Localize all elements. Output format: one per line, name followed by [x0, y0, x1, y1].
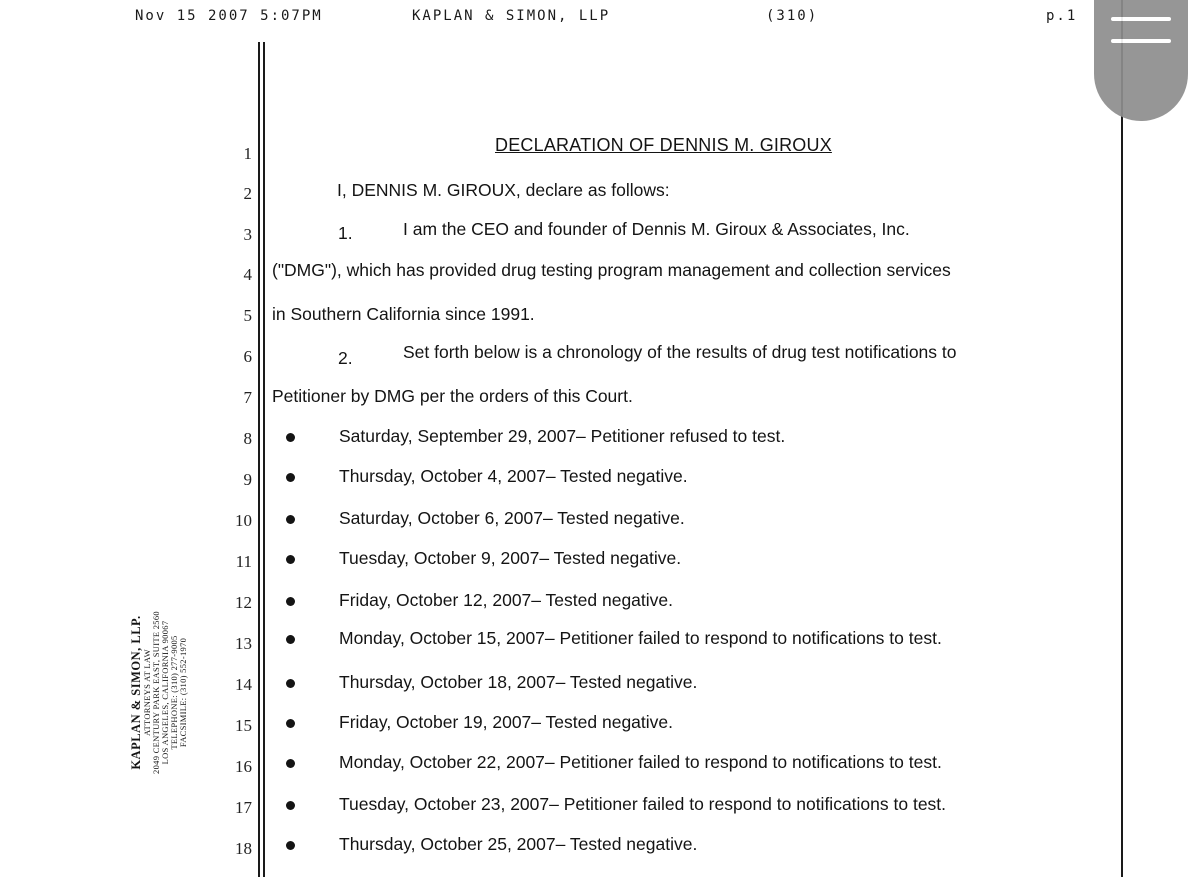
list-item [286, 508, 1106, 532]
line-number: 3 [243, 225, 252, 244]
line-number: 7 [243, 388, 252, 407]
paragraph-text: ("DMG"), which has provided drug testing program management and collection services [272, 260, 951, 280]
entry-text: Thursday, October 18, 2007– Tested negative. [339, 672, 698, 692]
side-firm-facsimile: FACSIMILE: (310) 552-1970 [177, 637, 188, 748]
hamburger-menu-icon [1111, 17, 1171, 47]
paragraph-text: in Southern California since 1991. [272, 304, 535, 324]
fax-phone: (310) [766, 8, 819, 24]
fax-page-number: p.1 [1046, 8, 1078, 24]
line-number: 13 [235, 634, 252, 653]
side-firm-subtitle: ATTORNEYS AT LAW [142, 649, 153, 736]
line-number: 5 [243, 306, 252, 325]
list-item [286, 590, 1106, 614]
list-item [286, 752, 1106, 776]
list-item [286, 834, 1106, 858]
entry-text: Thursday, October 25, 2007– Tested negative. [339, 834, 698, 854]
fax-firm-name: KAPLAN & SIMON, LLP [412, 8, 611, 24]
bullet-icon [286, 635, 295, 644]
paragraph-text: Petitioner by DMG per the orders of this Court. [272, 386, 633, 406]
pleading-margin-rule [258, 42, 260, 877]
line-number: 15 [235, 716, 252, 735]
line-number: 12 [235, 593, 252, 612]
list-item [286, 466, 1106, 490]
line-number: 4 [243, 265, 252, 284]
paragraph-number: 1. [338, 223, 353, 243]
side-firm-city: LOS ANGELES, CALIFORNIA 90067 [159, 620, 170, 765]
paragraph-text: I am the CEO and founder of Dennis M. Giroux & Associates, Inc. [403, 219, 910, 239]
entry-text: Thursday, October 4, 2007– Tested negative. [339, 466, 688, 486]
line-number: 17 [235, 798, 252, 817]
line-number: 2 [243, 184, 252, 203]
entry-text: Tuesday, October 9, 2007– Tested negative. [339, 548, 682, 568]
bullet-icon [286, 801, 295, 810]
entry-text: Friday, October 12, 2007– Tested negative. [339, 590, 674, 610]
entry-text: Monday, October 15, 2007– Petitioner failed to respond to notifications to test. [339, 628, 942, 648]
side-firm-telephone: TELEPHONE: (310) 277-9005 [168, 635, 179, 750]
side-firm-name: KAPLAN & SIMON, LLP. [129, 615, 143, 770]
bullet-icon [286, 597, 295, 606]
line-number: 14 [235, 675, 252, 694]
list-item [286, 794, 1106, 818]
list-item [286, 628, 1106, 652]
line-number: 9 [243, 470, 252, 489]
bullet-icon [286, 759, 295, 768]
pleading-margin-rule-inner [263, 42, 265, 877]
side-firm-stamp [118, 585, 218, 805]
bullet-icon [286, 555, 295, 564]
paragraph-text: Set forth below is a chronology of the results of drug test notifications to [403, 342, 957, 362]
document-title: DECLARATION OF DENNIS M. GIROUX [495, 135, 832, 155]
bullet-icon [286, 515, 295, 524]
line-number: 11 [235, 552, 252, 571]
list-item [286, 548, 1106, 572]
bullet-icon [286, 719, 295, 728]
bullet-icon [286, 433, 295, 442]
entry-text: Tuesday, October 23, 2007– Petitioner failed to respond to notifications to test. [339, 794, 947, 814]
bullet-icon [286, 679, 295, 688]
line-number: 10 [235, 511, 252, 530]
entry-text: Saturday, September 29, 2007– Petitioner refused to test. [339, 426, 786, 446]
fax-date-time: Nov 15 2007 5:07PM [135, 8, 323, 24]
entry-text: Friday, October 19, 2007– Tested negative. [339, 712, 674, 732]
list-item [286, 672, 1106, 696]
side-firm-address: 2049 CENTURY PARK EAST, SUITE 2560 [151, 611, 162, 774]
fax-header [0, 8, 1200, 32]
line-number: 1 [243, 144, 252, 163]
intro-line: I, DENNIS M. GIROUX, declare as follows: [337, 180, 670, 200]
line-number: 16 [235, 757, 252, 776]
list-item [286, 712, 1106, 736]
bullet-icon [286, 473, 295, 482]
line-number: 6 [243, 347, 252, 366]
entry-text: Monday, October 22, 2007– Petitioner failed to respond to notifications to test. [339, 752, 942, 772]
line-number: 18 [235, 839, 252, 858]
paragraph-number: 2. [338, 348, 353, 368]
pleading-right-rule [1121, 0, 1123, 877]
line-number: 8 [243, 429, 252, 448]
entry-text: Saturday, October 6, 2007– Tested negative. [339, 508, 685, 528]
menu-button[interactable] [1094, 0, 1188, 121]
bullet-icon [286, 841, 295, 850]
list-item [286, 426, 1106, 450]
